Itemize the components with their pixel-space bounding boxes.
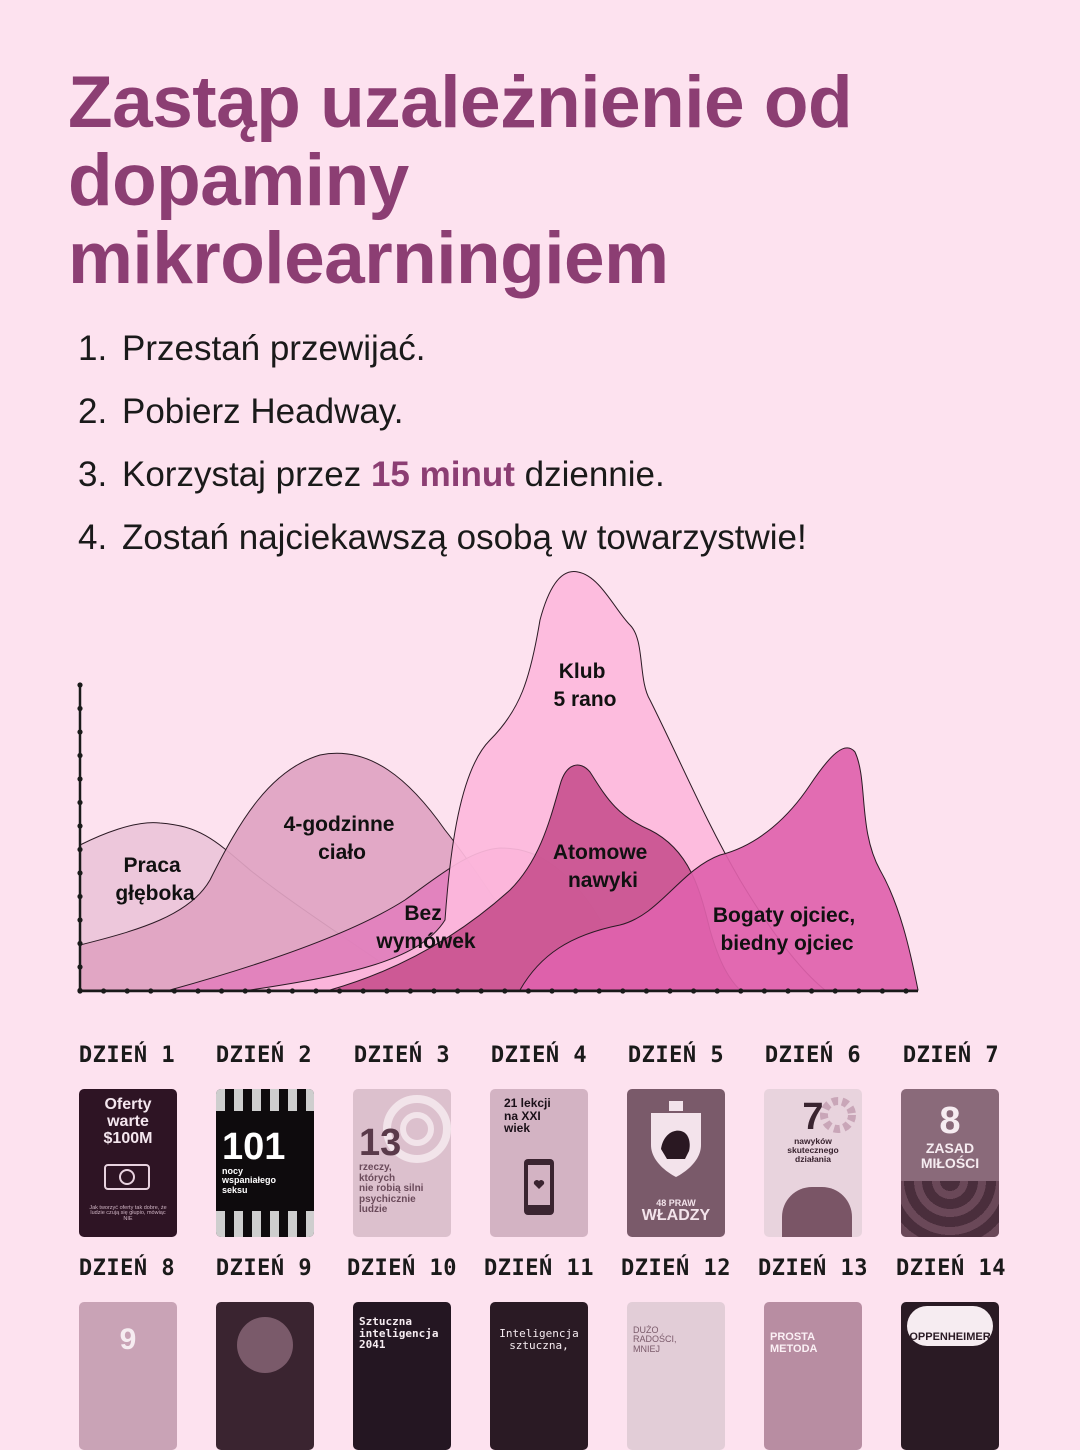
book-cover-9[interactable] [79, 1302, 177, 1450]
cover-number: 13 [359, 1122, 402, 1164]
y-tick [77, 800, 82, 805]
x-tick [431, 988, 436, 993]
day-label: DZIEŃ 11 [484, 1256, 594, 1281]
cover-title: ZASAD [925, 1140, 975, 1156]
day-label: DZIEŃ 13 [758, 1256, 868, 1281]
y-tick [77, 964, 82, 969]
book-cover-101[interactable] [216, 1089, 314, 1237]
cover-title: których [359, 1172, 396, 1184]
x-tick [408, 988, 413, 993]
x-tick [715, 988, 720, 993]
x-tick [573, 988, 578, 993]
cover-title: wspaniałego [222, 1175, 277, 1186]
x-tick [455, 988, 460, 993]
book-cover-21-lekcji[interactable] [490, 1089, 588, 1237]
day-label: DZIEŃ 2 [215, 1043, 313, 1068]
y-tick [77, 753, 82, 758]
y-tick [77, 847, 82, 852]
step-text: Korzystaj przez [122, 455, 371, 494]
x-tick [620, 988, 625, 993]
x-tick [785, 988, 790, 993]
cover-subtitle: Jak tworzyć oferty tak dobre, że ludzie czują się głupio, mówiąc NIE [89, 1204, 167, 1223]
step-item [78, 451, 807, 514]
label-praca: Praca głęboka [115, 854, 195, 905]
y-tick [77, 706, 82, 711]
cover-title: RADOŚCI, [633, 1334, 677, 1345]
x-tick [313, 988, 318, 993]
x-tick [361, 988, 366, 993]
book-cover-7-nawykow[interactable] [764, 1089, 862, 1237]
cover-title: MIŁOŚCI [920, 1154, 980, 1171]
x-tick [597, 988, 602, 993]
x-tick [384, 988, 389, 993]
cover-title: WŁADZY [641, 1207, 711, 1225]
steps-list [78, 325, 807, 577]
y-tick [77, 823, 82, 828]
cover-title: sztuczna, [509, 1338, 569, 1352]
cover-number: 101 [222, 1126, 286, 1168]
x-tick [833, 988, 838, 993]
dollar-bill-icon [103, 1159, 153, 1195]
y-tick [77, 917, 82, 922]
book-ridgeline-chart [0, 560, 1080, 1005]
cover-title: 2041 [359, 1338, 386, 1352]
step-item [78, 388, 807, 451]
cover-title: inteligencja [359, 1326, 439, 1340]
cover-title: 48 PRAW [656, 1197, 696, 1208]
book-cover-inteligencja[interactable] [490, 1302, 588, 1450]
cover-title: METODA [770, 1342, 818, 1355]
book-cover-8-zasad[interactable] [901, 1089, 999, 1237]
cover-number: 7 [802, 1096, 824, 1138]
x-tick [101, 988, 106, 993]
page-title: Zastąp uzależnienie od dopaminy mikrolearningiem [68, 62, 853, 299]
label-klub: Klub 5 rano [553, 660, 617, 711]
step-text: Przestań przewijać. [122, 329, 426, 368]
x-tick [549, 988, 554, 993]
x-tick [762, 988, 767, 993]
lion-crest-icon [645, 1099, 707, 1179]
cover-title: ludzie [359, 1204, 388, 1215]
smartphone-heart-icon [516, 1155, 562, 1221]
cover-title: na XXI [504, 1108, 541, 1123]
x-tick [125, 988, 130, 993]
x-tick [290, 988, 295, 993]
x-tick [219, 988, 224, 993]
day-label: DZIEŃ 10 [347, 1256, 457, 1281]
y-tick [77, 729, 82, 734]
cover-title: wiek [504, 1121, 531, 1136]
cover-title: nawyków [794, 1136, 832, 1146]
y-tick [77, 894, 82, 899]
x-tick [691, 988, 696, 993]
y-tick [77, 870, 82, 875]
cover-title: PROSTA [770, 1331, 816, 1343]
step-text: Pobierz Headway. [122, 392, 404, 431]
day-label: DZIEŃ 7 [902, 1043, 1000, 1068]
cover-title: psychicznie [359, 1193, 416, 1205]
cover-title: seksu [222, 1184, 248, 1195]
x-tick [809, 988, 814, 993]
y-tick [77, 682, 82, 687]
x-tick [856, 988, 861, 993]
x-tick [479, 988, 484, 993]
step-text: Zostań najciekawszą osobą w towarzystwie! [122, 518, 807, 557]
cover-title: nie robią silni [359, 1183, 424, 1194]
cover-title: działania [795, 1153, 831, 1164]
cover-title: skutecznego [787, 1144, 839, 1155]
day-label: DZIEŃ 8 [78, 1256, 176, 1281]
x-tick [243, 988, 248, 993]
x-tick [502, 988, 507, 993]
day-label: DZIEŃ 9 [215, 1256, 313, 1281]
cover-title: Inteligencja [499, 1327, 579, 1340]
label-atomowe: Atomowe nawyki [552, 841, 648, 892]
x-tick [266, 988, 271, 993]
cover-title: Oferty [104, 1096, 152, 1113]
x-tick [526, 988, 531, 993]
x-tick [337, 988, 342, 993]
cover-number: 8 [939, 1100, 961, 1142]
step-number: 4. [78, 518, 108, 557]
x-tick [644, 988, 649, 993]
cover-title: rzeczy, [359, 1162, 392, 1173]
step-text: dziennie. [514, 455, 665, 494]
book-cover-13[interactable] [353, 1089, 451, 1237]
cover-title: MNIEJ [633, 1343, 660, 1354]
cover-title: nocy [222, 1166, 244, 1176]
book-cover-oferty[interactable] [79, 1089, 177, 1237]
book-cover-prosta-metoda[interactable] [764, 1302, 862, 1450]
book-cover-oppenheimer[interactable] [901, 1302, 999, 1450]
x-tick [172, 988, 177, 993]
x-tick [77, 988, 82, 993]
cover-title: DUŻO [633, 1325, 659, 1335]
y-tick [77, 941, 82, 946]
day-label: DZIEŃ 12 [621, 1256, 731, 1281]
day-label: DZIEŃ 4 [490, 1043, 588, 1068]
brain-icon [230, 1310, 300, 1380]
cover-title: Sztuczna [359, 1315, 412, 1328]
cover-title: warte [107, 1112, 149, 1130]
step-number: 3. [78, 455, 108, 494]
step-highlight: 15 minut [370, 455, 515, 494]
cover-title: $100M [103, 1129, 153, 1147]
x-tick [195, 988, 200, 993]
cover-title: OPPENHEIMER [909, 1331, 991, 1343]
y-tick [77, 776, 82, 781]
label-cialo: 4-godzinne ciało [283, 813, 395, 864]
x-tick [880, 988, 885, 993]
day-label: DZIEŃ 14 [896, 1256, 1006, 1281]
cover-number: 9 [119, 1323, 137, 1356]
step-number: 1. [78, 329, 108, 368]
x-tick [738, 988, 743, 993]
label-bogaty: Bogaty ojciec, biedny ojciec [712, 904, 856, 955]
step-number: 2. [78, 392, 108, 431]
day-label: DZIEŃ 5 [627, 1043, 725, 1068]
day-label: DZIEŃ 3 [353, 1043, 451, 1068]
x-tick [667, 988, 672, 993]
book-cover-48-praw[interactable] [627, 1089, 725, 1237]
x-tick [903, 988, 908, 993]
cover-title: 21 lekcji [504, 1096, 551, 1110]
book-cover-si-2041[interactable] [353, 1302, 451, 1450]
book-cover-planet[interactable] [216, 1302, 314, 1450]
day-label: DZIEŃ 1 [78, 1043, 176, 1068]
x-tick [148, 988, 153, 993]
day-label: DZIEŃ 6 [764, 1043, 862, 1068]
step-item [78, 325, 807, 388]
label-bez: Bez wymówek [376, 902, 476, 953]
book-cover-duzo-radosci[interactable] [627, 1302, 725, 1450]
